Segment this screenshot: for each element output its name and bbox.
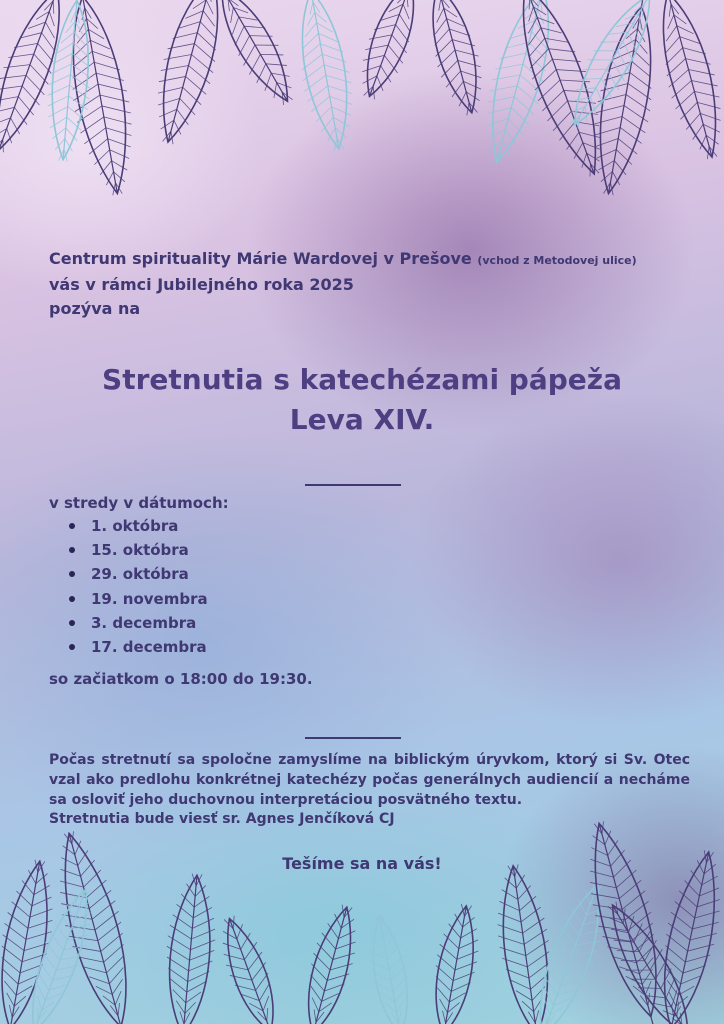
event-title bbox=[0, 360, 724, 440]
bullet-icon bbox=[69, 620, 75, 626]
bullet-icon bbox=[69, 571, 75, 577]
date-item bbox=[69, 635, 208, 659]
bullet-icon bbox=[69, 644, 75, 650]
entrance-note: (vchod z Metodovej ulice) bbox=[477, 254, 637, 267]
bullet-icon bbox=[69, 523, 75, 529]
date-text: 29. októbra bbox=[91, 565, 189, 584]
date-item bbox=[69, 562, 208, 586]
organizer-line bbox=[49, 247, 689, 273]
dates-label: v stredy v dátumoch: bbox=[49, 494, 229, 512]
title-line-1: Stretnutia s katechézami pápeža bbox=[102, 363, 622, 396]
bullet-icon bbox=[69, 596, 75, 602]
divider-top bbox=[305, 484, 401, 486]
dates-list bbox=[69, 514, 208, 659]
start-time: so začiatkom o 18:00 do 19:30. bbox=[49, 670, 313, 688]
leader-line: Stretnutia bude viesť sr. Agnes Jenčíková CJ bbox=[49, 811, 395, 827]
date-text: 15. októbra bbox=[91, 541, 189, 560]
date-text: 3. decembra bbox=[91, 613, 197, 632]
organizer-name: Centrum spirituality Márie Wardovej v Prešove bbox=[49, 249, 472, 268]
date-item bbox=[69, 538, 208, 562]
closing-line: Tešíme sa na vás! bbox=[282, 854, 442, 873]
jubilee-line: vás v rámci Jubilejného roka 2025 bbox=[49, 275, 354, 294]
invites-line: pozýva na bbox=[49, 299, 141, 318]
divider-bottom bbox=[305, 737, 401, 739]
date-text: 19. novembra bbox=[91, 589, 208, 608]
title-line-2: Leva XIV. bbox=[289, 403, 435, 436]
date-item bbox=[69, 514, 208, 538]
description: Počas stretnutí sa spoločne zamyslíme na biblickým úryvkom, ktorý si Sv. Otec vzal ako predlohu konkrétnej katechézy počas generálnych audiencií a necháme sa osloviť jeho duchovnou interpretáciou posvätného textu. bbox=[49, 752, 690, 808]
date-text: 17. decembra bbox=[91, 638, 207, 657]
intro-block bbox=[49, 247, 689, 321]
date-text: 1. októbra bbox=[91, 517, 179, 535]
date-item bbox=[69, 587, 208, 611]
bullet-icon bbox=[69, 547, 75, 553]
date-item bbox=[69, 611, 208, 635]
